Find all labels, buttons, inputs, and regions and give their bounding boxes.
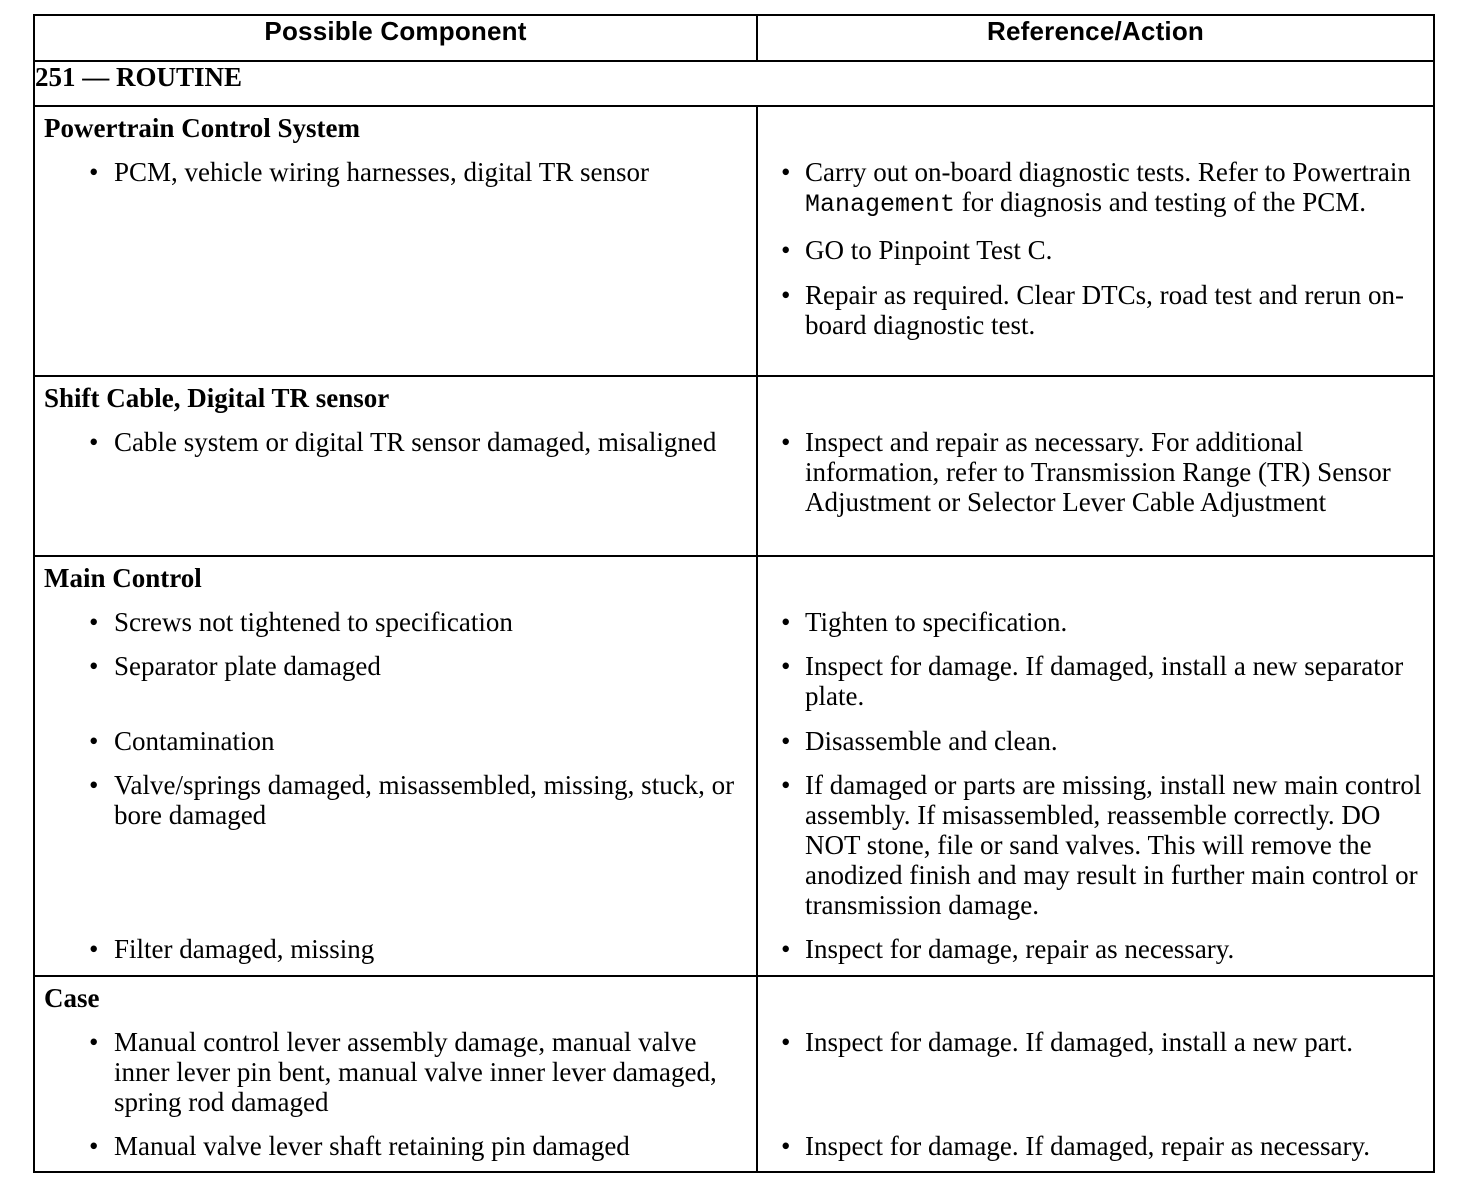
action-item: • Inspect and repair as necessary. For additional information, refer to Transmission Range (TR) Sensor Adjustment or Selector Lever Cable Adjustment [767, 427, 1425, 517]
action-item: • Inspect for damage, repair as necessary. [767, 934, 1425, 964]
action-list [767, 607, 1425, 964]
component-item: • Cable system or digital TR sensor damaged, misaligned [44, 427, 748, 457]
component-item: • Separator plate damaged [44, 651, 748, 681]
header-row [34, 15, 1434, 61]
action-text-mono: Management [805, 190, 956, 219]
action-list [767, 1027, 1425, 1161]
component-item: • PCM, vehicle wiring harnesses, digital TR sensor [44, 157, 748, 187]
component-item: • Valve/springs damaged, misassembled, missing, stuck, or bore damaged [44, 770, 748, 830]
routine-row [34, 61, 1434, 106]
component-item: • Manual valve lever shaft retaining pin damaged [44, 1131, 748, 1161]
component-cell [34, 976, 757, 1172]
group-title: Main Control [44, 563, 202, 593]
action-item: • Inspect for damage. If damaged, install a new part. [767, 1027, 1425, 1057]
group-title: Case [44, 983, 100, 1013]
component-list [44, 607, 748, 964]
component-item: • Manual control lever assembly damage, manual valve inner lever pin bent, manual valve inner lever damaged, spring rod damaged [44, 1027, 748, 1117]
action-list [767, 427, 1425, 517]
component-list [44, 1027, 748, 1161]
group-title: Powertrain Control System [44, 113, 360, 143]
component-cell [34, 556, 757, 976]
action-item: • Disassemble and clean. [767, 726, 1425, 756]
action-list [767, 157, 1425, 340]
diagnosis-table-sheet [33, 14, 1433, 1173]
header-possible-component: Possible Component [34, 15, 757, 61]
group-row-powertrain [34, 106, 1434, 376]
component-item: • Filter damaged, missing [44, 934, 748, 964]
component-item: • Screws not tightened to specification [44, 607, 748, 637]
component-item: • Contamination [44, 726, 748, 756]
action-cell [757, 976, 1434, 1172]
action-item: • GO to Pinpoint Test C. [767, 235, 1425, 265]
action-cell [757, 556, 1434, 976]
component-cell [34, 376, 757, 556]
component-cell [34, 106, 757, 376]
group-row-case [34, 976, 1434, 1172]
action-item: • Inspect for damage. If damaged, repair as necessary. [767, 1131, 1425, 1161]
group-row-main-control [34, 556, 1434, 976]
action-item [767, 157, 1425, 220]
action-item: • Tighten to specification. [767, 607, 1425, 637]
action-cell [757, 376, 1434, 556]
component-list [44, 157, 748, 187]
group-row-shift-cable [34, 376, 1434, 556]
action-item: • Repair as required. Clear DTCs, road test and rerun on-board diagnostic test. [767, 280, 1425, 340]
action-text-post: for diagnosis and testing of the PCM. [955, 187, 1367, 217]
diagnosis-table [33, 14, 1435, 1173]
action-text-pre: Carry out on-board diagnostic tests. Refer to Powertrain [805, 157, 1411, 187]
component-list [44, 427, 748, 457]
header-reference-action: Reference/Action [757, 15, 1434, 61]
action-item: • If damaged or parts are missing, install new main control assembly. If misassembled, reassemble correctly. DO NOT stone, file or sand valves. This will remove the anodized finish and may result in further main control or transmission damage. [767, 770, 1425, 920]
routine-title: 251 — ROUTINE [34, 61, 1434, 106]
action-cell [757, 106, 1434, 376]
group-title: Shift Cable, Digital TR sensor [44, 383, 390, 413]
action-item: • Inspect for damage. If damaged, install a new separator plate. [767, 651, 1425, 711]
